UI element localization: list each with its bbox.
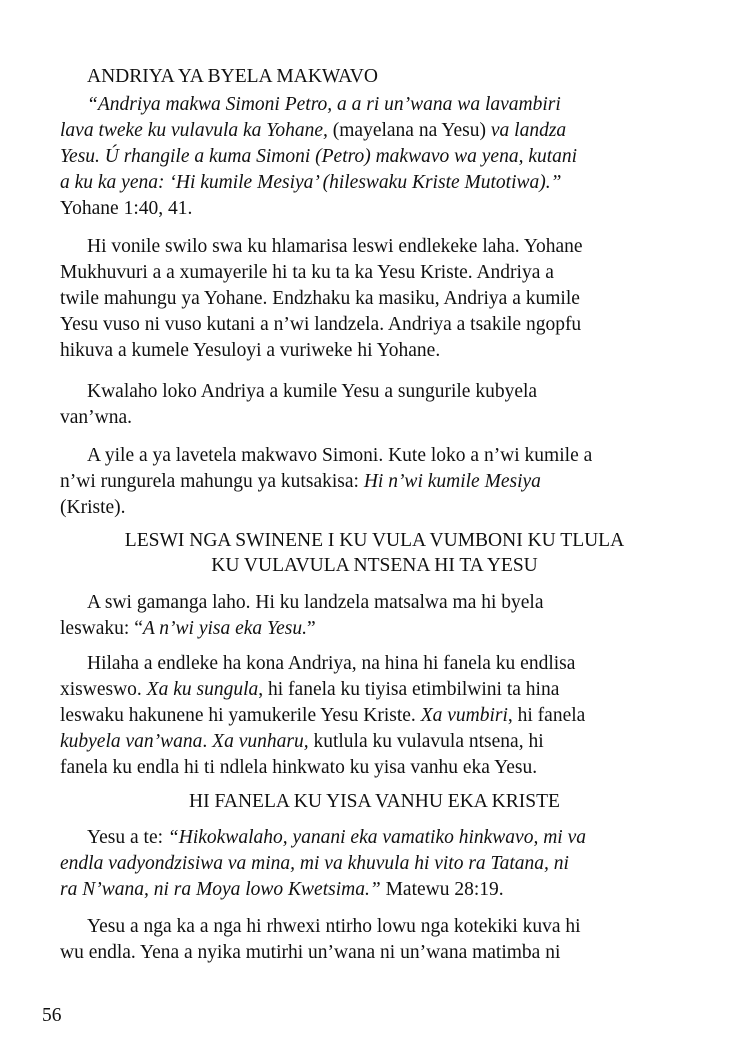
text: twile mahungu ya Yohane. Endzhaku ka masiku, Andriya a kumile [60, 288, 580, 309]
text: Matewu 28:19. [380, 879, 504, 900]
paragraph-line [60, 616, 316, 642]
paragraph-line [87, 234, 583, 260]
text: Mukhuvuri a a xumayerile hi ta ku ta ka Yesu Kriste. Andriya a [60, 262, 554, 283]
text: , hi fanela ku tiyisa etimbilwini ta hina [258, 679, 560, 700]
italic-text: Xa ku sungula [146, 679, 259, 700]
section-heading [0, 553, 749, 579]
italic-text: Xa vumbiri [420, 705, 508, 726]
italic-text: Yesu. Ú rhangile a kuma Simoni (Petro) makwavo wa yena, kutani [60, 146, 578, 167]
paragraph-line [60, 877, 504, 903]
paragraph-line [60, 144, 577, 170]
text: . [202, 731, 213, 752]
italic-text: “Andriya makwa Simoni Petro, a a ri un’wana wa lavambiri [87, 94, 561, 115]
text: Yesu vuso ni vuso kutani a n’wi landzela. Andriya a tsakile ngopfu [60, 314, 582, 335]
text: Hilaha a endleke ha kona Andriya, na hina hi fanela ku endlisa [87, 653, 576, 674]
paragraph-line [87, 590, 544, 616]
section-heading [87, 64, 378, 90]
paragraph-line [87, 825, 586, 851]
italic-text: kubyela van’wana [60, 731, 203, 752]
paragraph-line [60, 312, 581, 338]
italic-text: endla vadyondzisiwa va mina, mi va khuvula hi vito ra Tatana, ni [60, 853, 569, 874]
text: xisweswo. [60, 679, 147, 700]
text: A swi gamanga laho. Hi ku landzela matsalwa ma hi byela [87, 592, 544, 613]
paragraph-line [60, 338, 440, 364]
text: Yesu a nga ka a nga hi rhwexi ntirho lowu nga kotekiki kuva hi [87, 916, 581, 937]
text: Kwalaho loko Andriya a kumile Yesu a sungurile kubyela [87, 381, 538, 402]
text: n’wi rungurela mahungu ya kutsakisa: [60, 471, 364, 492]
section-heading [0, 528, 749, 554]
paragraph-line [60, 729, 544, 755]
text: LESWI NGA SWINENE I KU VULA VUMBONI KU TLULA [124, 530, 625, 551]
italic-text: a ku ka yena: ‘Hi kumile Mesiya’ (hileswaku Kriste Mutotiwa).” [60, 172, 562, 193]
text: , hi fanela [507, 705, 586, 726]
text: HI FANELA KU YISA VANHU EKA KRISTE [189, 791, 560, 812]
italic-text: A n’wi yisa eka Yesu. [142, 618, 307, 639]
italic-text: Xa vunharu, [212, 731, 309, 752]
text: leswaku: “ [60, 618, 143, 639]
italic-text: va landza [490, 120, 567, 141]
paragraph-line [60, 170, 561, 196]
section-heading [0, 789, 749, 815]
text: (Kriste). [60, 497, 126, 518]
paragraph-line [60, 703, 585, 729]
paragraph-line [87, 651, 575, 677]
text: ANDRIYA YA BYELA MAKWAVO [87, 66, 378, 87]
paragraph-line [60, 677, 559, 703]
paragraph-line [87, 92, 561, 118]
paragraph-line [60, 940, 560, 966]
paragraph-line [87, 379, 537, 405]
paragraph-line [60, 405, 132, 431]
text: hikuva a kumele Yesuloyi a vuriweke hi Yohane. [60, 340, 441, 361]
paragraph-line [87, 443, 592, 469]
text: fanela ku endla hi ti ndlela hinkwato ku yisa vanhu eka Yesu. [60, 757, 538, 778]
text: (mayelana na Yesu) [327, 120, 491, 141]
text: wu endla. Yena a nyika mutirhi un’wana ni un’wana matimba ni [60, 942, 561, 963]
italic-text: lava tweke ku vulavula ka Yohane, [60, 120, 328, 141]
italic-text: “Hikokwalaho, yanani eka vamatiko hinkwavo, mi va [167, 827, 586, 848]
text: Hi vonile swilo swa ku hlamarisa leswi endlekeke laha. Yohane [87, 236, 583, 257]
text: Yohane 1:40, 41. [60, 198, 193, 219]
paragraph-line [60, 495, 126, 521]
text: leswaku hakunene hi yamukerile Yesu Kriste. [60, 705, 421, 726]
text: van’wna. [60, 407, 133, 428]
paragraph-line [60, 755, 537, 781]
text: Yesu a te: [87, 827, 168, 848]
italic-text: Hi n’wi kumile Mesiya [363, 471, 541, 492]
paragraph-line [60, 286, 580, 312]
paragraph-line [60, 196, 192, 222]
text: KU VULAVULA NTSENA HI TA YESU [211, 555, 538, 576]
text: kutlula ku vulavula ntsena, hi [308, 731, 544, 752]
italic-text: ra N’wana, ni ra Moya lowo Kwetsima.” [60, 879, 381, 900]
text: A yile a ya lavetela makwavo Simoni. Kute loko a n’wi kumile a [87, 445, 593, 466]
paragraph-line [60, 851, 569, 877]
paragraph-line [87, 914, 581, 940]
paragraph-line [60, 118, 566, 144]
paragraph-line [60, 469, 541, 495]
page-number: 56 [42, 1005, 62, 1026]
text: ” [306, 618, 316, 639]
paragraph-line [60, 260, 554, 286]
